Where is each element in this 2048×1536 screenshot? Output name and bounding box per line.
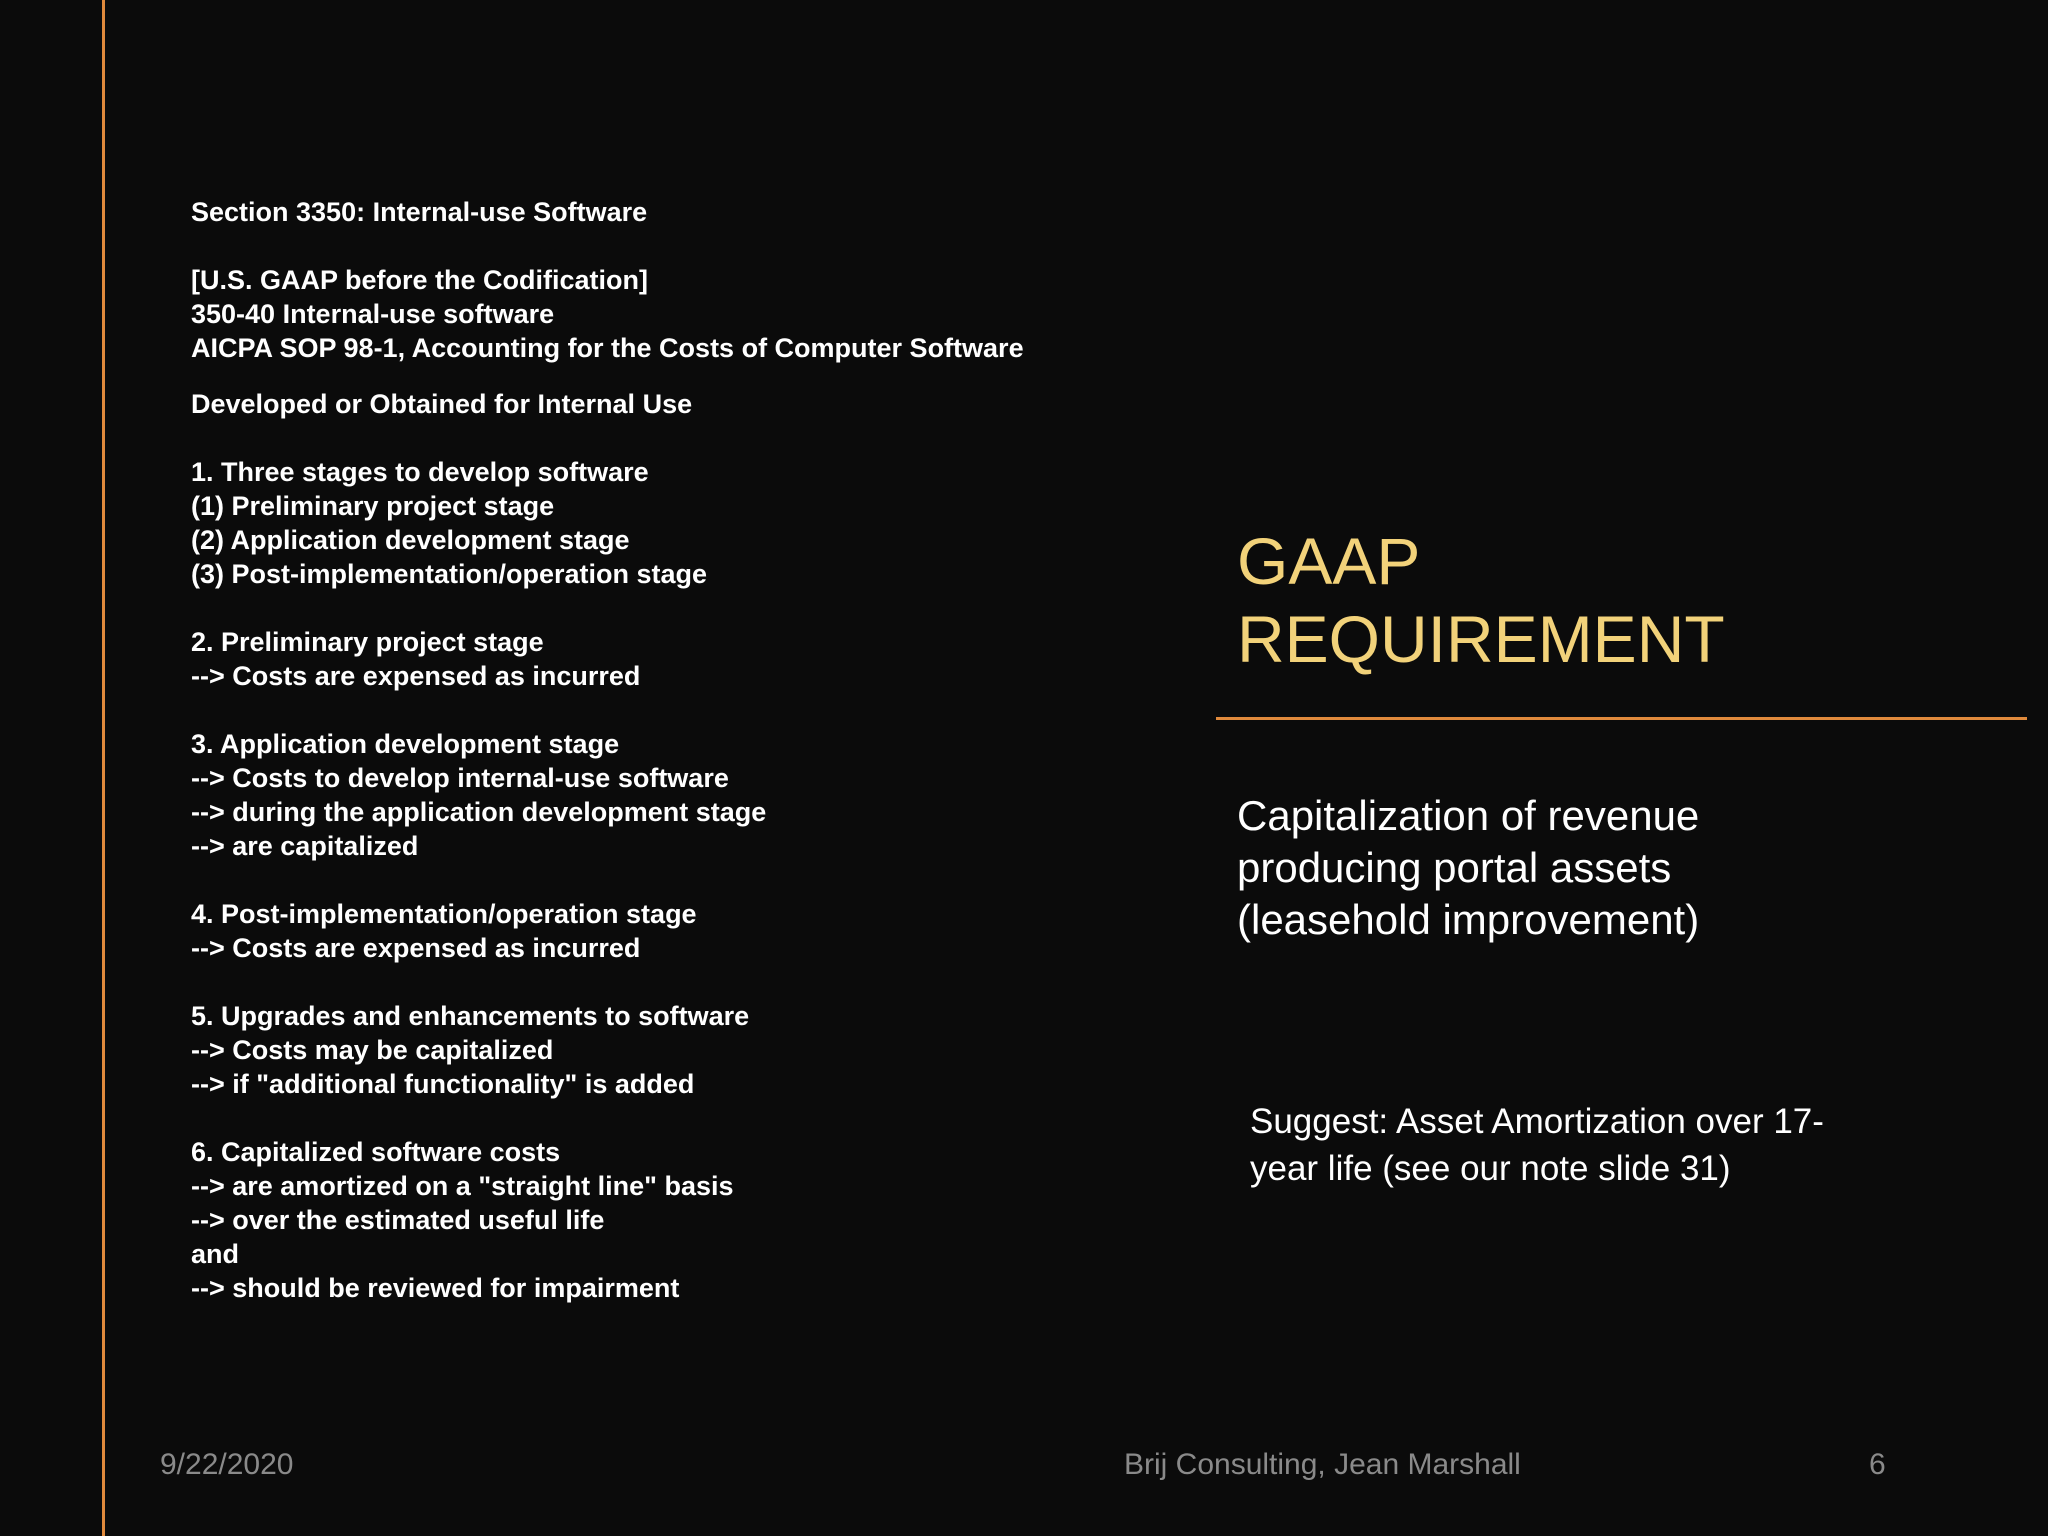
list-item: 1. Three stages to develop software [191,457,649,487]
list-item: (3) Post-implementation/operation stage [191,559,708,589]
body-text [191,195,1191,1305]
list-item: (1) Preliminary project stage [191,491,555,521]
left-accent-rule [102,0,105,1536]
reference-line: AICPA SOP 98-1, Accounting for the Costs of Computer Software [191,333,1024,363]
list-item: --> over the estimated useful life [191,1205,605,1235]
list-item: --> Costs are expensed as incurred [191,933,641,963]
list-item: 4. Post-implementation/operation stage [191,899,697,929]
list-item: 5. Upgrades and enhancements to software [191,1001,750,1031]
title-divider [1216,717,2027,720]
list-item: --> Costs are expensed as incurred [191,661,641,691]
page-number: 6 [1869,1448,1886,1481]
slide-title-line2: REQUIREMENT [1237,602,1725,676]
slide-title [1237,522,1725,678]
list-item: 3. Application development stage [191,729,620,759]
suggestion-note: Suggest: Asset Amortization over 17-year life (see our note slide 31) [1250,1102,1824,1188]
reference-line: 350-40 Internal-use software [191,299,555,329]
list-item: --> Costs to develop internal-use software [191,763,729,793]
list-item: and [191,1239,240,1269]
footer-date: 9/22/2020 [160,1448,294,1481]
list-item: --> if "additional functionality" is added [191,1069,695,1099]
section-title: Section 3350: Internal-use Software [191,197,648,227]
reference-line: [U.S. GAAP before the Codification] [191,265,649,295]
list-item: (2) Application development stage [191,525,630,555]
list-item: --> should be reviewed for impairment [191,1273,680,1303]
slide-title-line1: GAAP [1237,524,1421,598]
list-item: --> Costs may be capitalized [191,1035,554,1065]
reference-line: Developed or Obtained for Internal Use [191,389,693,419]
list-item: --> during the application development stage [191,797,767,827]
list-item: 2. Preliminary project stage [191,627,544,657]
list-item: 6. Capitalized software costs [191,1137,561,1167]
list-item: --> are capitalized [191,831,419,861]
footer-author: Brij Consulting, Jean Marshall [1124,1448,1521,1481]
slide-subtitle: Capitalization of revenue producing portal assets (leasehold improvement) [1237,792,1700,943]
list-item: --> are amortized on a "straight line" basis [191,1171,734,1201]
